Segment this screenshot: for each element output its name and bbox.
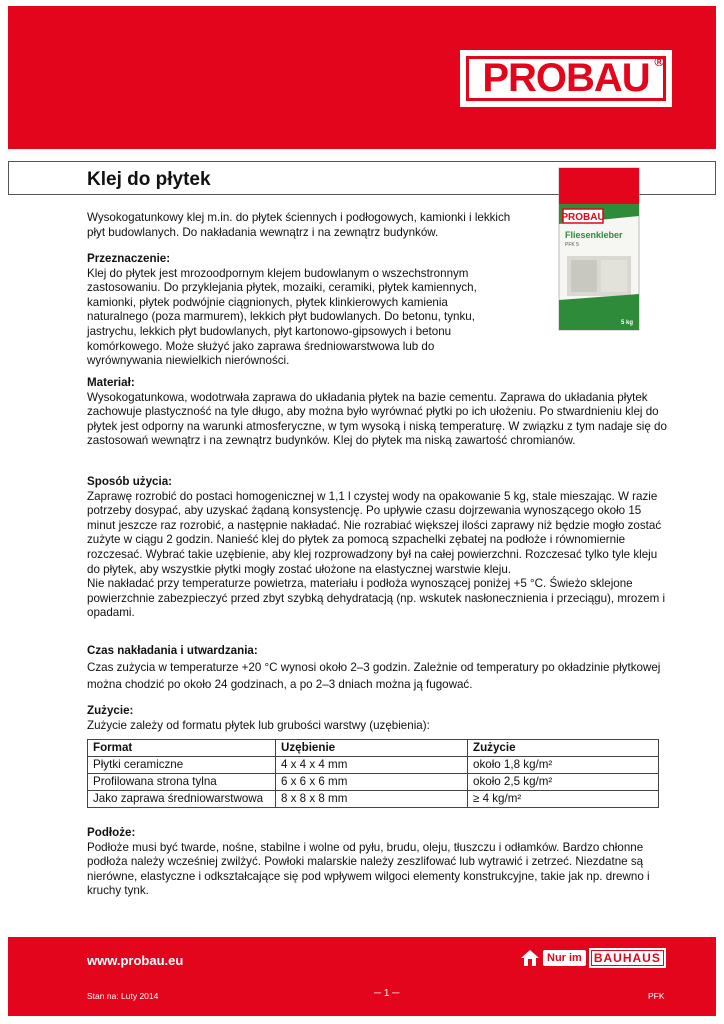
registered-mark: ®	[654, 54, 664, 69]
table-row	[88, 791, 659, 808]
section-material	[87, 376, 667, 449]
section-zuzycie	[87, 704, 667, 733]
probau-logo	[460, 50, 672, 107]
table-header-row	[88, 740, 659, 757]
section-heading: Przeznaczenie:	[87, 252, 171, 265]
table-header: Zużycie	[468, 740, 659, 757]
section-heading: Materiał:	[87, 376, 135, 389]
table-cell: ≥ 4 kg/m²	[468, 791, 659, 808]
bag-brand: PROBAU	[561, 212, 605, 223]
page-number: ─ 1 ─	[374, 988, 400, 999]
table-cell: 6 x 6 x 6 mm	[276, 774, 468, 791]
table-header: Uzębienie	[276, 740, 468, 757]
section-text: Zaprawę rozrobić do postaci homogenicznej w 1,1 l czystej wody na opakowanie 5 kg, stale mieszając. W razie potrzeby dosypać, aby uzyskać żądaną konsystencję. Po upływie czasu dojrzewania wynoszącego około 15 minut jeszcze raz rozrobić, a następnie nakładać. Nie rozrabiać większej ilości zaprawy niż będzie mogło zostać zużyte w ciągu 2 godzin. Nanieść klej do płytek za pomocą szpachelki zębatej na podłoże i równomiernie rozczesać. Wybrać takie uzębienie, aby klej rozprowadzony był na całej powierzchni. Rozczesać tylko tyle kleju do płytek, aby wszystkie płytki mogły zostać ułożone na elastycznej warstwie kleju.	[87, 489, 662, 576]
bag-weight: 5 kg	[620, 320, 633, 326]
bauhaus-logo	[520, 947, 666, 969]
section-podloze	[87, 826, 667, 899]
table-cell: około 1,8 kg/m²	[468, 757, 659, 774]
table-cell: Jako zaprawa średniowarstwowa	[88, 791, 276, 808]
table-header: Format	[88, 740, 276, 757]
table-row	[88, 757, 659, 774]
bauhaus-prefix: Nur im	[543, 950, 586, 966]
section-przeznaczenie	[87, 252, 507, 369]
section-heading: Podłoże:	[87, 826, 136, 839]
table-cell: około 2,5 kg/m²	[468, 774, 659, 791]
section-heading: Sposób użycia:	[87, 475, 173, 488]
consumption-table	[87, 739, 659, 808]
footer-code: PFK	[648, 991, 665, 1001]
section-text: Czas zużycia w temperaturze +20 °C wynosi około 2–3 godzin. Zależnie od temperatury po okładzinie płytkowej można chodzić po około 24 godzinach, a po 2–3 dniach można ją fugować.	[87, 661, 661, 691]
table-cell: 8 x 8 x 8 mm	[276, 791, 468, 808]
product-image	[557, 164, 641, 332]
bauhaus-brand: BAUHAUS	[589, 948, 666, 968]
intro	[87, 211, 517, 240]
section-czas	[87, 642, 667, 693]
section-heading: Czas nakładania i utwardzania:	[87, 644, 258, 657]
page-title: Klej do płytek	[87, 169, 211, 190]
section-heading: Zużycie:	[87, 704, 134, 717]
table-cell: Płytki ceramiczne	[88, 757, 276, 774]
section-text-2: Nie nakładać przy temperaturze powietrza, materiału i podłoża wynoszącej poniżej +5 °C. Świeżo sklejone powierzchnie zabezpieczyć przed zbyt szybką dehydratacją (np. wskutek nasłonecznienia i przeciągu), mrozem i opadami.	[87, 577, 666, 620]
bag-product-name: Fliesenkleber	[565, 230, 623, 240]
section-text: Zużycie zależy od formatu płytek lub grubości warstwy (uzębienia):	[87, 718, 430, 732]
footer-date: Stan na: Luty 2014	[87, 991, 159, 1001]
table-cell: Profilowana strona tylna	[88, 774, 276, 791]
intro-text: Wysokogatunkowy klej m.in. do płytek ściennych i podłogowych, kamionki i lekkich płyt budowlanych. Do nakładania wewnątrz i na zewnątrz budynków.	[87, 211, 511, 239]
table-row	[88, 774, 659, 791]
section-text: Klej do płytek jest mrozoodpornym klejem budowlanym o wszechstronnym zastosowaniu. Do przyklejania płytek, mozaiki, ceramiki, płytek kamiennych, kamionki, płytek podwójnie ciągnionych, płytek klinkierowych kamienia naturalnego (poza marmurem), lekkich płyt budowlanych. Do betonu, tynku, jastrychu, lekkich płyt budowlanych, płyt kartonowo-gipsowych i betonu komórkowego. Może służyć jako zaprawa średniowarstwowa lub do wyrównywania niewielkich nierówności.	[87, 266, 477, 368]
table-cell: 4 x 4 x 4 mm	[276, 757, 468, 774]
section-sposob	[87, 475, 667, 621]
bag-code: PFK 5	[565, 242, 579, 248]
website-link[interactable]: www.probau.eu	[87, 953, 184, 968]
section-text: Podłoże musi być twarde, nośne, stabilne i wolne od pyłu, brudu, oleju, tłuszczu i odłamków. Bardzo chłonne podłoża należy wcześniej zwilżyć. Powłoki malarskie należy zeszlifować lub wytrawić i zetrzeć. Niezdatne są nierówne, elastyczne i odkształcające się pod wpływem wilgoci elementy konstrukcyjne, takie jak np. drewno i kruchy tynk.	[87, 840, 650, 898]
logo-text: PROBAU	[482, 56, 650, 100]
house-icon	[520, 948, 540, 968]
section-text: Wysokogatunkowa, wodotrwała zaprawa do układania płytek na bazie cementu. Zaprawa do układania płytek zachowuje plastyczność na tyle długo, aby można było wyrównać płytki po ich ułożeniu. Po stwardnieniu klej do płytek jest odporny na warunki atmosferyczne, w tym wysoką i niską temperaturę. W związku z tym nadaje się do zastosowań wewnątrz i na zewnątrz budynków. Klej do płytek ma niską zawartość chromianów.	[87, 390, 667, 448]
